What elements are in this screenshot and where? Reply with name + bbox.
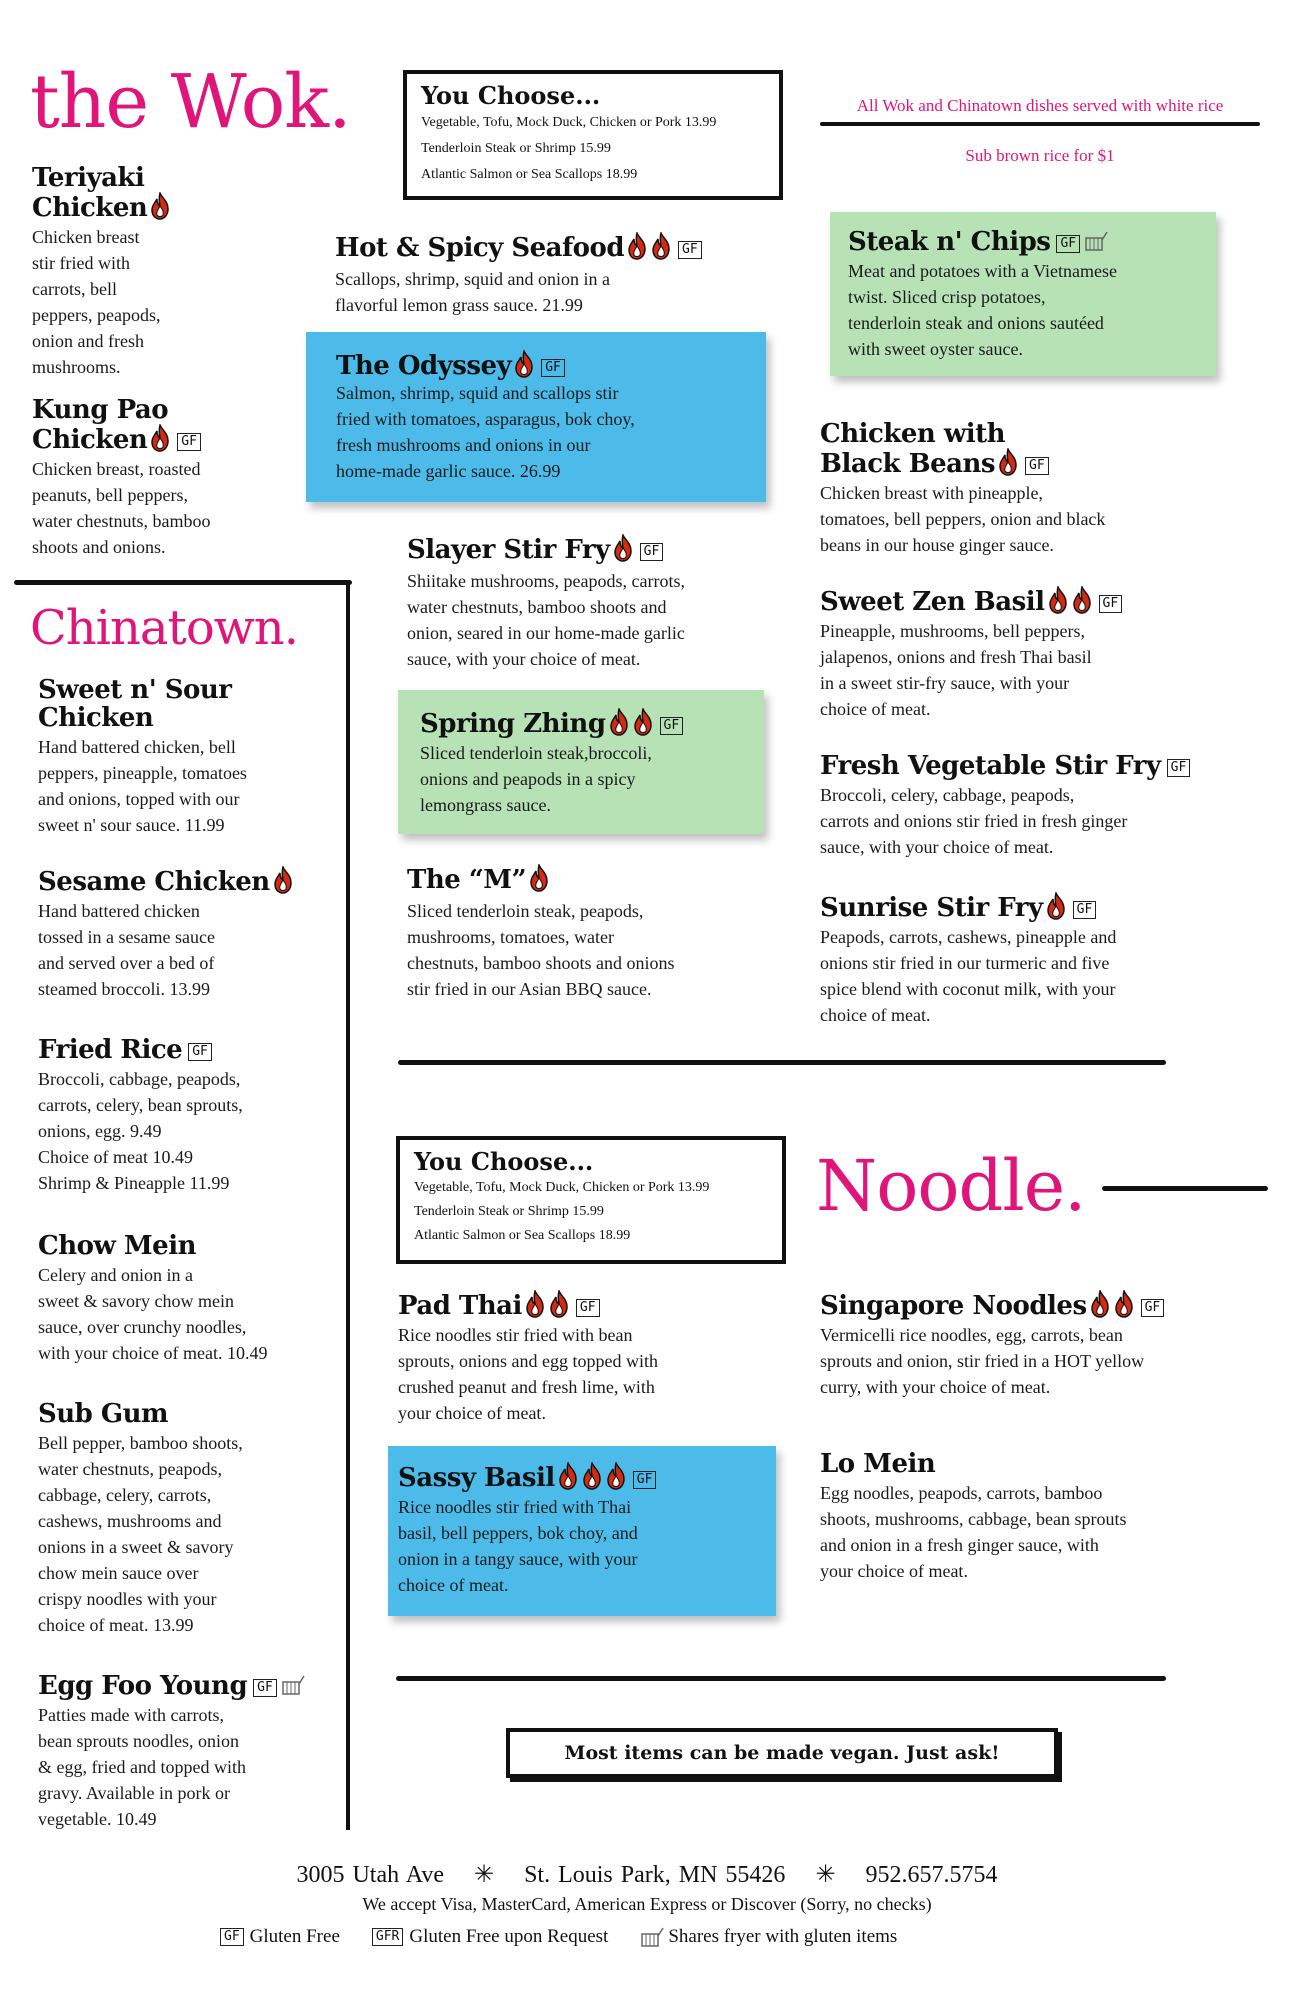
menu-item-sesame-chicken: Sesame Chicken Hand battered chicken tossed in a sesame sauce and served over a bed of steamed broccoli. 13.99	[38, 866, 338, 1002]
noodle-title: Noodle.	[816, 1145, 1086, 1227]
menu-item-sunrise-stir-fry: Sunrise Stir Fry GF Peapods, carrots, cashews, pineapple and onions stir fried in our turmeric and five spice blend with coconut milk, with your choice of meat.	[820, 893, 1117, 1025]
flame-icon	[1071, 586, 1093, 614]
menu-item-lo-mein: Lo Mein Egg noodles, peapods, carrots, bamboo shoots, mushrooms, cabbage, bean sprouts and onion in a fresh ginger sauce, with your choice of meat.	[820, 1449, 1127, 1581]
menu-item-sweet-n-sour: Sweet n' Sour Chicken Hand battered chicken, bell peppers, pineapple, tomatoes and onions, topped with our sweet n' sour sauce. 11.99	[38, 675, 247, 835]
item-desc: Chicken breast stir fried with carrots, bell peppers, peapods, onion and fresh mushrooms.	[32, 227, 161, 377]
address: 3005 Utah Ave	[296, 1862, 444, 1888]
gluten-free-badge: GF	[1056, 235, 1080, 253]
gluten-free-badge: GF	[633, 1471, 657, 1489]
divider	[396, 1676, 1166, 1681]
flame-icon	[581, 1462, 603, 1490]
menu-item-fresh-vegetable-stir-fry: Fresh Vegetable Stir Fry GF Broccoli, celery, cabbage, peapods, carrots and onions stir fried in fresh ginger sauce, with your choice of meat.	[820, 752, 1260, 860]
gluten-free-badge: GF	[678, 241, 702, 259]
menu-item-sassy-basil: Sassy Basil GF Rice noodles stir fried with Thai basil, bell peppers, bok choy, and onion in a tangy sauce, with your choice of meat.	[388, 1446, 776, 1616]
gluten-free-badge: GF	[1167, 759, 1191, 777]
gluten-free-badge: GF	[640, 543, 664, 561]
menu-item-pad-thai: Pad Thai GF Rice noodles stir fried with bean sprouts, onions and egg topped with crushed peanut and fresh lime, with your choice of meat.	[398, 1291, 658, 1423]
flame-icon	[272, 866, 294, 894]
flame-icon	[557, 1462, 579, 1490]
menu-item-sweet-zen-basil: Sweet Zen Basil GF Pineapple, mushrooms, bell peppers, jalapenos, onions and fresh Thai basil in a sweet stir-fry sauce, with your choice of meat.	[820, 586, 1240, 722]
you-choose-box: You Choose... Vegetable, Tofu, Mock Duck, Chicken or Pork 13.99 Tenderloin Steak or Shrimp 15.99 Atlantic Salmon or Sea Scallops 18.99	[396, 1136, 786, 1264]
menu-item-spring-zhing: Spring Zhing GF Sliced tenderloin steak,broccoli, onions and peapods in a spicy lemongrass sauce.	[398, 690, 764, 834]
gluten-free-badge: GF	[1025, 457, 1049, 475]
menu-item-hot-spicy-seafood: Hot & Spicy Seafood GF Scallops, shrimp, squid and onion in a flavorful lemon grass sauce. 21.99	[335, 232, 775, 318]
menu-item-the-odyssey: The Odyssey GF Salmon, shrimp, squid and scallops stir fried with tomatoes, asparagus, bok choy, fresh mushrooms and onions in our home-made garlic sauce. 26.99	[306, 332, 766, 502]
footer-address	[0, 1860, 1294, 1889]
flame-icon	[149, 424, 171, 452]
divider	[14, 580, 352, 585]
footer-legend: GF Gluten Free GFR Gluten Free upon Request Shares fryer with gluten items	[220, 1926, 1120, 1948]
flame-icon	[997, 448, 1019, 476]
flame-icon	[548, 1290, 570, 1318]
menu-item-steak-n-chips: Steak n' Chips GF Meat and potatoes with a Vietnamese twist. Sliced crisp potatoes, tenderloin steak and onions sautéed with sweet oyster sauce.	[830, 212, 1216, 376]
item-name: Teriyaki	[32, 163, 145, 193]
divider	[398, 1060, 1166, 1065]
flame-icon	[149, 192, 171, 220]
chinatown-title: Chinatown.	[30, 600, 298, 656]
menu-item-egg-foo-young: Egg Foo Young GF Patties made with carrots, bean sprouts noodles, onion & egg, fried and topped with gravy. Available in pork or vegetable. 10.49	[38, 1672, 338, 1832]
wok-title: the Wok.	[30, 59, 351, 145]
vegan-note-box: Most items can be made vegan. Just ask!	[506, 1728, 1058, 1778]
gluten-free-badge: GF	[177, 433, 201, 451]
flame-icon	[1047, 586, 1069, 614]
menu-item-the-m: The “M” Sliced tenderloin steak, peapods, mushrooms, tomatoes, water chestnuts, bamboo shoots and onions stir fried in our Asian BBQ sauce.	[407, 865, 675, 999]
fryer-icon	[1084, 230, 1108, 252]
gluten-free-badge: GF	[1073, 901, 1097, 919]
flame-icon	[650, 232, 672, 260]
flame-icon	[632, 708, 654, 736]
gluten-free-badge: GF	[253, 1679, 277, 1697]
flame-icon	[1113, 1290, 1135, 1318]
menu-item-chow-mein: Chow Mein Celery and onion in a sweet & savory chow mein sauce, over crunchy noodles, with your choice of meat. 10.49	[38, 1231, 268, 1363]
menu-item-sub-gum: Sub Gum Bell pepper, bamboo shoots, water chestnuts, peapods, cabbage, celery, carrots, cashews, mushrooms and onions in a sweet & savory chow mein sauce over crispy noodles with your choice of meat. 13.99	[38, 1399, 243, 1635]
menu-item-slayer-stir-fry: Slayer Stir Fry GF Shiitake mushrooms, peapods, carrots, water chestnuts, bamboo shoots and onion, seared in our home-made garlic sauce, with your choice of meat.	[407, 535, 685, 669]
gluten-free-badge: GF	[576, 1299, 600, 1317]
flame-icon	[1045, 892, 1067, 920]
gluten-free-badge: GF	[1099, 595, 1123, 613]
gluten-free-request-badge: GFR	[372, 1928, 403, 1946]
flame-icon	[1089, 1290, 1111, 1318]
gluten-free-badge: GF	[1141, 1299, 1165, 1317]
rice-note: All Wok and Chinatown dishes served with white rice Sub brown rice for $1	[820, 96, 1260, 166]
flame-icon	[605, 1462, 627, 1490]
separator-icon: ✳	[815, 1862, 836, 1888]
city: St. Louis Park, MN 55426	[524, 1862, 786, 1888]
flame-icon	[626, 232, 648, 260]
fryer-icon	[640, 1926, 664, 1948]
gluten-free-badge: GF	[660, 717, 684, 735]
flame-icon	[513, 350, 535, 378]
you-choose-box: You Choose... Vegetable, Tofu, Mock Duck, Chicken or Pork 13.99 Tenderloin Steak or Shrimp 15.99 Atlantic Salmon or Sea Scallops 18.99	[403, 70, 783, 200]
gluten-free-badge: GF	[541, 359, 565, 377]
separator-icon: ✳	[473, 1862, 495, 1888]
footer-payment: We accept Visa, MasterCard, American Express or Discover (Sorry, no checks)	[362, 1894, 932, 1914]
menu-item-fried-rice: Fried Rice GF Broccoli, cabbage, peapods, carrots, celery, bean sprouts, onions, egg. 9.49 Choice of meat 10.49 Shrimp & Pineapple 11.99	[38, 1035, 243, 1193]
menu-item-singapore-noodles: Singapore Noodles GF Vermicelli rice noodles, egg, carrots, bean sprouts and onion, stir fried in a HOT yellow curry, with your choice of meat.	[820, 1290, 1260, 1400]
gluten-free-badge: GF	[220, 1928, 244, 1946]
fryer-icon	[281, 1674, 305, 1696]
menu-item-teriyaki: Teriyaki Chicken Chicken breast stir fried with carrots, bell peppers, peapods, onion and fresh mushrooms.	[32, 164, 292, 380]
menu-item-chicken-black-beans: Chicken with Black Beans GF Chicken breast with pineapple, tomatoes, bell peppers, onion and black beans in our house ginger sauce.	[820, 419, 1106, 555]
gluten-free-badge: GF	[188, 1043, 212, 1061]
item-desc: Chicken breast, roasted peanuts, bell peppers, water chestnuts, bamboo shoots and onions.	[32, 459, 211, 557]
flame-icon	[608, 708, 630, 736]
flame-icon	[612, 534, 634, 562]
flame-icon	[528, 864, 550, 892]
menu-item-kung-pao: Kung Pao Chicken GF Chicken breast, roasted peanuts, bell peppers, water chestnuts, bamboo shoots and onions.	[32, 396, 302, 560]
flame-icon	[524, 1290, 546, 1318]
divider	[1102, 1186, 1268, 1191]
phone: 952.657.5754	[865, 1862, 998, 1888]
vertical-divider	[346, 580, 350, 1830]
divider	[820, 122, 1260, 126]
